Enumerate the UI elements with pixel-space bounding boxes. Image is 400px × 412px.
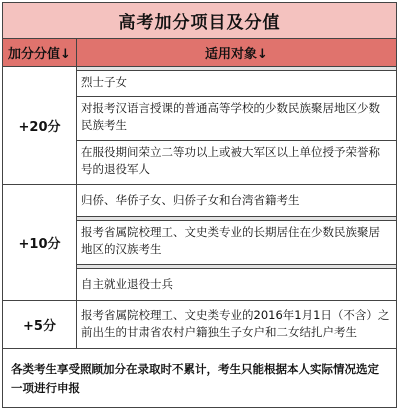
target-cell: 归侨、华侨子女、归侨子女和台湾省籍考生 (77, 185, 396, 217)
header-target: 适用对象↓ (77, 39, 396, 67)
target-cell: 自主就业退役士兵 (77, 269, 396, 301)
target-cell: 报考省属院校理工、文史类专业的2016年1月1日（不含）之前出生的甘肃省农村户籍独生子女户和二女结扎户考生 (77, 301, 396, 349)
value-cell-5: +5分 (3, 301, 77, 349)
value-cell-10: +10分 (3, 185, 77, 301)
target-cell: 烈士子女 (77, 71, 396, 97)
value-cell-20: +20分 (3, 67, 77, 185)
bonus-points-table (2, 2, 397, 408)
target-cell: 报考省属院校理工、文史类专业的长期居住在少数民族聚居地区的汉族考生 (77, 221, 396, 265)
target-cell: 对报考汉语言授课的普通高等学校的少数民族聚居地区少数民族考生 (77, 97, 396, 141)
target-cell: 在服役期间荣立二等功以上或被大军区以上单位授予荣誉称号的退役军人 (77, 141, 396, 185)
footnote: 各类考生享受照顾加分在录取时不累计，考生只能根据本人实际情况选定一项进行申报 (11, 362, 379, 395)
header-value: 加分分值↓ (3, 39, 77, 67)
table-title: 高考加分项目及分值 (3, 3, 396, 39)
